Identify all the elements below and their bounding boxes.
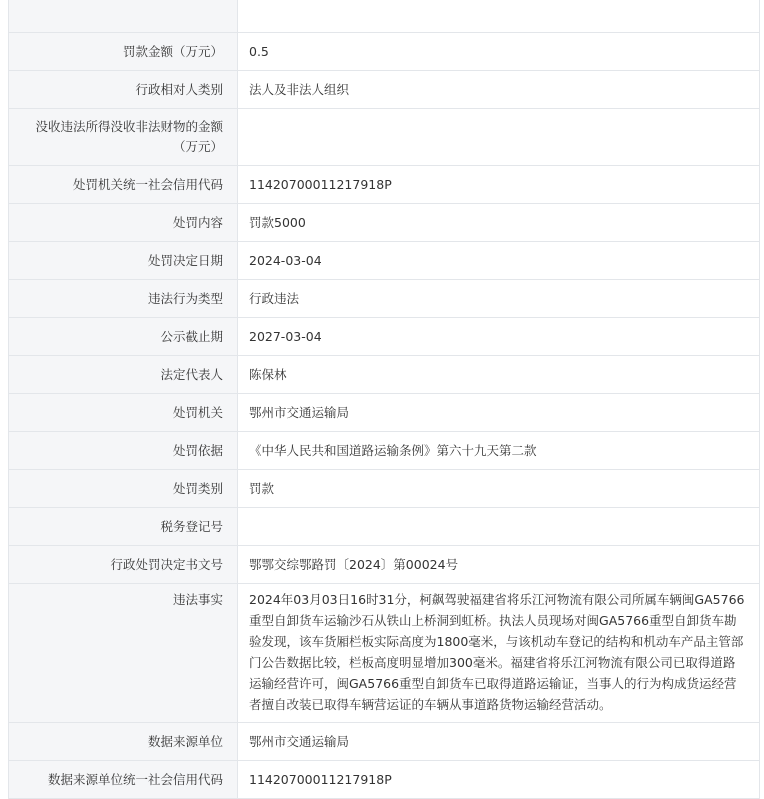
confiscation-amount-label: 没收违法所得没收非法财物的金额（万元） xyxy=(9,109,238,166)
table-row-violation-type xyxy=(9,280,760,318)
decision-date-label: 处罚决定日期 xyxy=(9,242,238,280)
table-row-decision-date xyxy=(9,242,760,280)
penalty-content-label: 处罚内容 xyxy=(9,204,238,242)
fine-amount-label: 罚款金额（万元） xyxy=(9,33,238,71)
table-row-confiscation-amount xyxy=(9,109,760,166)
data-source-label: 数据来源单位 xyxy=(9,723,238,761)
data-source-credit-code-label: 数据来源单位统一社会信用代码 xyxy=(9,761,238,799)
table-row-violation-facts xyxy=(9,584,760,723)
authority-credit-code-value: 11420700011217918P xyxy=(238,166,760,204)
penalty-basis-value: 《中华人民共和国道路运输条例》第六十九天第二款 xyxy=(238,432,760,470)
confiscation-amount-value xyxy=(238,109,760,166)
violation-facts-value: 2024年03月03日16时31分，柯飙驾驶福建省将乐江河物流有限公司所属车辆闽GA5766重型自卸货车运输沙石从铁山上桥洞到虹桥。执法人员现场对闽GA5766重型自卸货车勘验发现，该车货厢栏板实际高度为1800毫米，与该机动车登记的结构和机动车产品主管部门公告数据比较，栏板高度明显增加300毫米。福建省将乐江河物流有限公司已取得道路运输经营许可，闽GA5766重型自卸货车已取得道路运输证，当事人的行为构成货运经营者擅自改装已取得车辆营运证的车辆从事道路货物运输经营活动。 xyxy=(238,584,760,723)
decision-date-value: 2024-03-04 xyxy=(238,242,760,280)
violation-facts-label: 违法事实 xyxy=(9,584,238,723)
data-source-value: 鄂州市交通运输局 xyxy=(238,723,760,761)
table-row-legal-representative xyxy=(9,356,760,394)
table-row-penalty-content xyxy=(9,204,760,242)
penalty-content-value: 罚款5000 xyxy=(238,204,760,242)
penalty-authority-label: 处罚机关 xyxy=(9,394,238,432)
penalty-info-table xyxy=(8,0,760,799)
penalty-info-table-wrapper xyxy=(8,0,759,799)
violation-type-value: 行政违法 xyxy=(238,280,760,318)
table-row-party-category xyxy=(9,71,760,109)
publicity-deadline-label: 公示截止期 xyxy=(9,318,238,356)
legal-representative-value: 陈保林 xyxy=(238,356,760,394)
penalty-basis-label: 处罚依据 xyxy=(9,432,238,470)
penalty-authority-value: 鄂州市交通运输局 xyxy=(238,394,760,432)
publicity-deadline-value: 2027-03-04 xyxy=(238,318,760,356)
table-row-penalty-category xyxy=(9,470,760,508)
table-row-tax-registration xyxy=(9,508,760,546)
table-row-decision-document-number xyxy=(9,546,760,584)
table-row-penalty-basis xyxy=(9,432,760,470)
decision-document-number-label: 行政处罚决定书文号 xyxy=(9,546,238,584)
decision-document-number-value: 鄂鄂交综鄂路罚〔2024〕第00024号 xyxy=(238,546,760,584)
legal-representative-label: 法定代表人 xyxy=(9,356,238,394)
table-row-fine-amount xyxy=(9,33,760,71)
penalty-category-label: 处罚类别 xyxy=(9,470,238,508)
row-label xyxy=(9,0,238,33)
fine-amount-value: 0.5 xyxy=(238,33,760,71)
tax-registration-label: 税务登记号 xyxy=(9,508,238,546)
violation-type-label: 违法行为类型 xyxy=(9,280,238,318)
table-row-authority-credit-code xyxy=(9,166,760,204)
penalty-category-value: 罚款 xyxy=(238,470,760,508)
row-value xyxy=(238,0,760,33)
authority-credit-code-label: 处罚机关统一社会信用代码 xyxy=(9,166,238,204)
table-row-data-source xyxy=(9,723,760,761)
data-source-credit-code-value: 11420700011217918P xyxy=(238,761,760,799)
table-row-top-partial xyxy=(9,0,760,33)
tax-registration-value xyxy=(238,508,760,546)
party-category-label: 行政相对人类别 xyxy=(9,71,238,109)
table-row-publicity-deadline xyxy=(9,318,760,356)
party-category-value: 法人及非法人组织 xyxy=(238,71,760,109)
table-row-penalty-authority xyxy=(9,394,760,432)
